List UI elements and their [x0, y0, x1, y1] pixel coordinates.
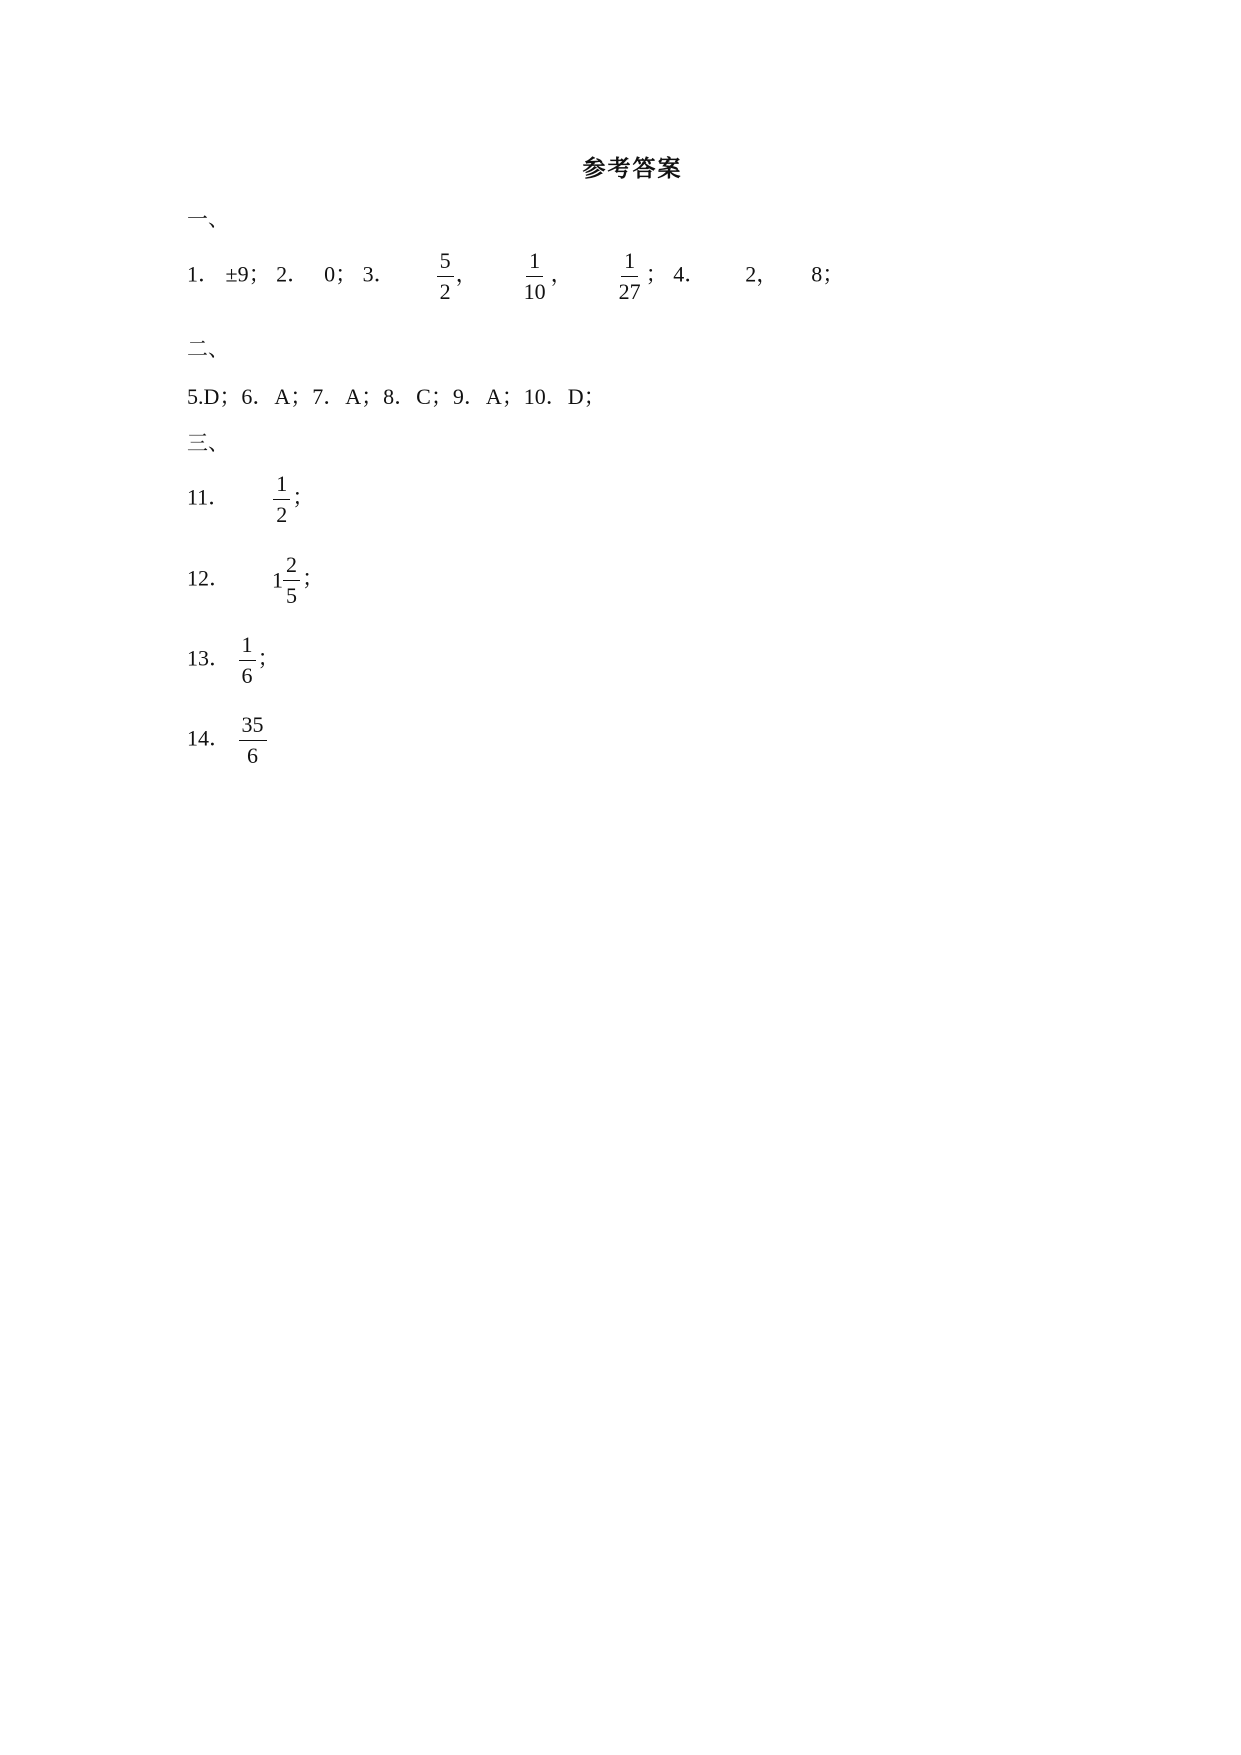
q14-number: 14． — [187, 725, 232, 751]
q4-answer-b: 8； — [811, 261, 845, 287]
q3-fraction-3: $\frac{1}{27}$ — [618, 248, 641, 304]
q13-fraction: $\frac{1}{6}$ — [239, 634, 256, 687]
q3-fraction-2: $\frac{1}{10}$ — [523, 248, 546, 304]
q11-number: 11． — [187, 484, 231, 510]
q12-fraction: $\frac{2}{5}$ — [283, 554, 300, 607]
q12-number: 12． — [187, 565, 232, 591]
q1-number: 1． — [187, 261, 221, 287]
section-one-heading: 一、 — [187, 207, 229, 231]
q3-separator: ， — [550, 261, 573, 287]
answer-13: 13． $\frac{1}{6}$ ； — [187, 632, 280, 688]
q1-answer: ±9； — [225, 261, 271, 287]
q4-answer-a: 2， — [745, 261, 779, 287]
page-title: 参考答案 — [582, 156, 683, 182]
q13-number: 13． — [187, 645, 232, 671]
q12-whole: 1 — [272, 567, 284, 593]
answers-5-10: 5.D；6．A；7．A；8．C；9．A；10．D； — [187, 384, 606, 409]
answers-1-4 — [187, 250, 844, 303]
q2-number: 2． — [276, 261, 310, 287]
answer-11: 11． $\frac{1}{2}$ ； — [187, 471, 315, 527]
answer-14 — [187, 714, 269, 767]
q3-number: 3． — [362, 261, 396, 287]
answer-12: 12． 1 $\frac{2}{5}$ ； — [187, 552, 325, 608]
q14-fraction: $\frac{35}{6}$ — [239, 714, 267, 767]
q2-answer: 0； — [324, 261, 358, 287]
q3-separator: ； — [645, 261, 668, 287]
section-three-heading: 三、 — [187, 431, 229, 455]
q3-separator: ， — [455, 261, 478, 287]
section-two-heading: 二、 — [187, 337, 229, 361]
q4-number: 4． — [673, 261, 707, 287]
q11-fraction: $\frac{1}{2}$ — [273, 473, 290, 526]
q3-fraction-1: $\frac{5}{2}$ — [437, 250, 454, 303]
